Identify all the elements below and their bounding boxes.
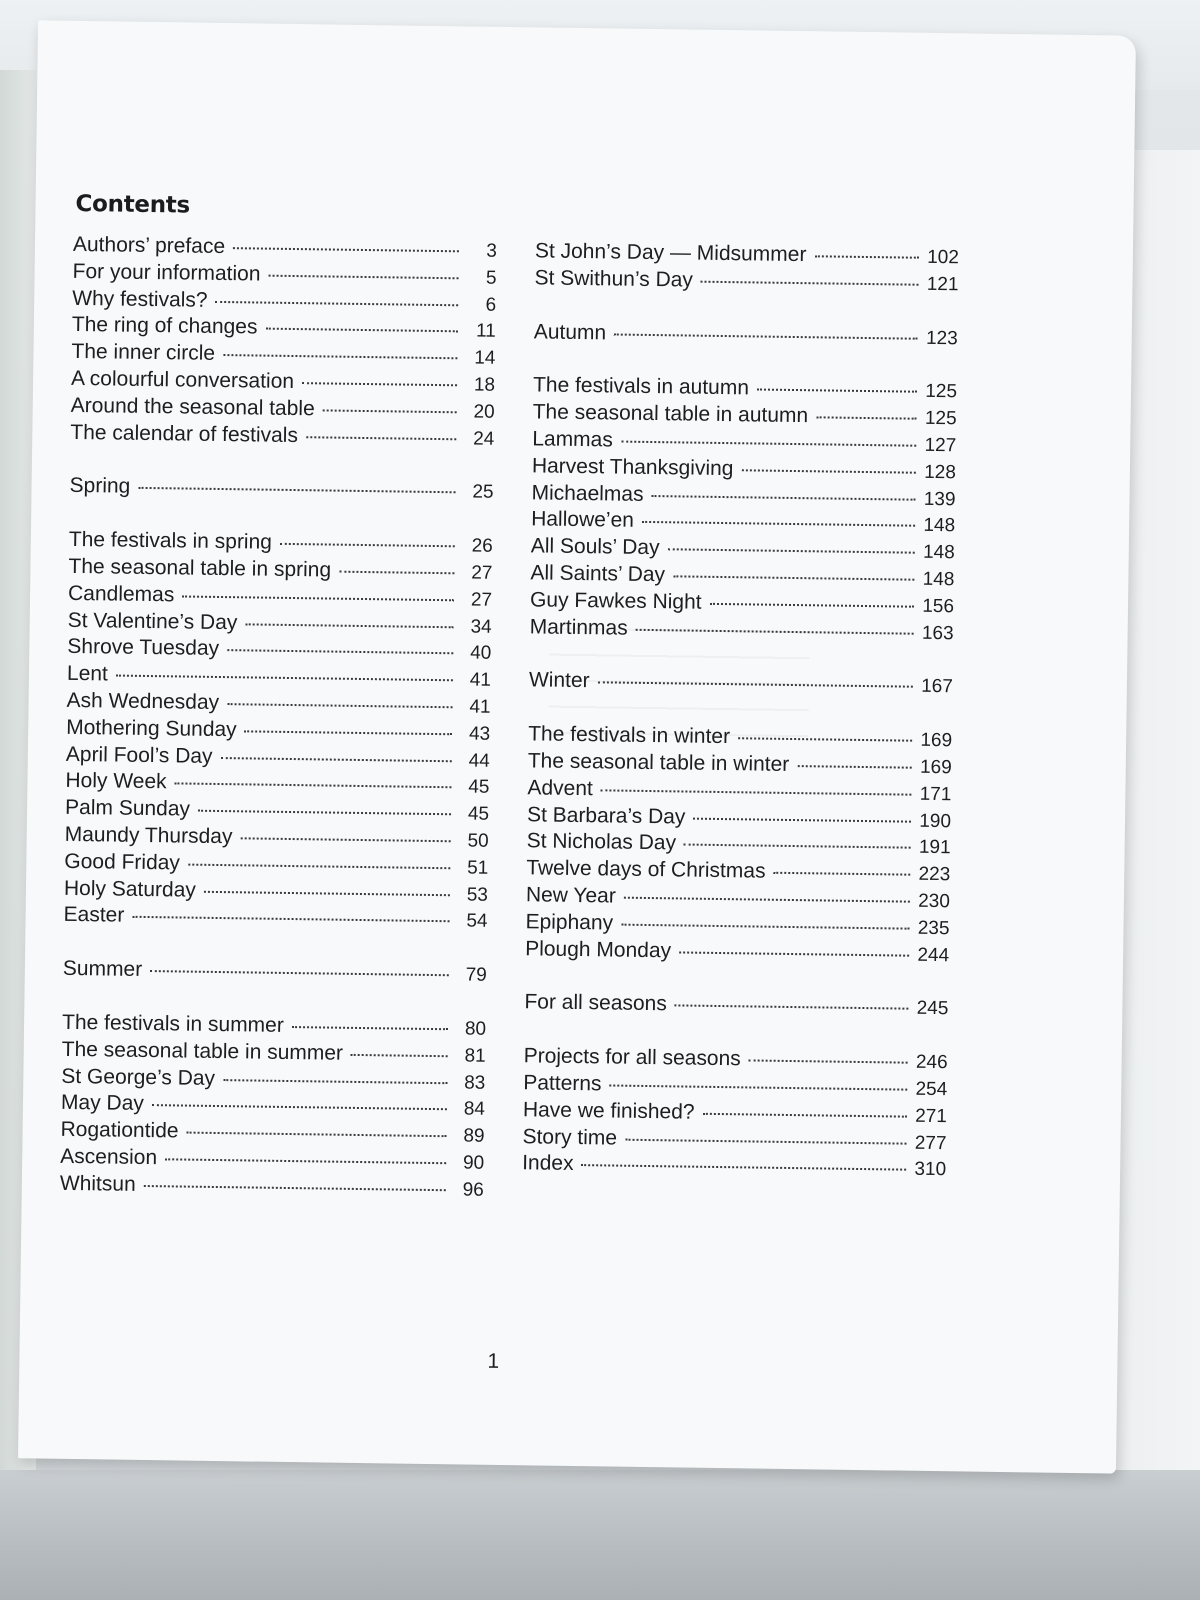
toc-entry-page: 43 xyxy=(468,723,491,745)
toc-entry-title: The seasonal table in winter xyxy=(527,749,790,776)
toc-entry-title: May Day xyxy=(60,1091,144,1116)
toc-entry-title: Martinmas xyxy=(529,614,628,640)
toc-entry-page: 80 xyxy=(464,1018,487,1040)
toc-entry-title: Twelve days of Christmas xyxy=(526,856,766,883)
dot-leader xyxy=(636,628,914,634)
toc-entry-page: 51 xyxy=(467,857,489,879)
toc-entry-title: For your information xyxy=(72,259,261,286)
toc-entry-page: 45 xyxy=(467,803,490,825)
dot-leader xyxy=(614,333,918,339)
toc-entry-page: 191 xyxy=(918,837,951,859)
dot-leader xyxy=(268,274,458,279)
dot-leader xyxy=(186,1132,446,1138)
toc-entry-title: Around the seasonal table xyxy=(70,393,315,421)
toc-entry-page: 139 xyxy=(923,488,956,510)
toc-entry-title: Shrove Tuesday xyxy=(67,635,220,661)
dot-leader xyxy=(227,649,453,654)
toc-entry-page: 83 xyxy=(464,1071,486,1094)
toc-entry xyxy=(63,903,487,936)
toc-entry-page: 6 xyxy=(485,294,497,316)
dot-leader xyxy=(182,595,454,601)
dot-leader xyxy=(621,923,910,929)
toc-entry-page: 125 xyxy=(925,381,958,403)
toc-entry-title: Have we finished? xyxy=(522,1098,695,1124)
toc-entry-page: 79 xyxy=(465,964,487,986)
dot-leader xyxy=(216,301,459,306)
toc-entry-page: 169 xyxy=(919,756,952,779)
dot-leader xyxy=(701,280,919,285)
toc-entry-page: 235 xyxy=(917,917,950,939)
toc-entry-page: 169 xyxy=(920,729,953,752)
toc-entry-page: 148 xyxy=(922,541,955,564)
toc-entry-title: Ash Wednesday xyxy=(66,688,220,714)
dot-leader xyxy=(292,1026,448,1030)
toc-entry-page: 148 xyxy=(923,515,956,537)
dot-leader xyxy=(175,783,452,789)
toc-entry-page: 27 xyxy=(470,589,493,611)
dot-leader xyxy=(220,757,451,762)
toc-left-column xyxy=(60,233,497,1204)
toc-entry xyxy=(522,1152,946,1185)
toc-entry-title: All Saints’ Day xyxy=(530,561,666,587)
toc-entry-page: 127 xyxy=(924,434,957,457)
toc-entry-title: Easter xyxy=(63,903,125,928)
toc-entry-title: The seasonal table in autumn xyxy=(532,400,809,428)
toc-right-column xyxy=(522,239,959,1184)
dot-leader xyxy=(150,970,449,976)
dot-leader xyxy=(652,495,916,501)
toc-entry-page: 245 xyxy=(916,998,949,1020)
toc-entry-title: The seasonal table in spring xyxy=(68,554,332,582)
toc-entry-title: Patterns xyxy=(523,1071,602,1096)
toc-entry-title: New Year xyxy=(525,883,616,908)
toc-entry-title: A colourful conversation xyxy=(70,366,295,393)
toc-entry-page: 25 xyxy=(472,481,494,504)
toc-entry-title: Whitsun xyxy=(59,1171,136,1196)
toc-entry xyxy=(529,615,953,648)
toc-entry-title: The calendar of festivals xyxy=(70,420,299,447)
toc-entry-title: Michaelmas xyxy=(531,480,644,506)
toc-entry-page: 96 xyxy=(462,1179,484,1201)
toc-entry-title: Index xyxy=(522,1151,574,1176)
dot-leader xyxy=(144,1185,446,1191)
toc-entry-page: 271 xyxy=(915,1105,948,1127)
toc-entry-title: All Souls’ Day xyxy=(530,534,660,560)
toc-entry-title: For all seasons xyxy=(524,990,667,1016)
toc-entry-title: The festivals in spring xyxy=(68,528,273,554)
toc-entry-title: The festivals in winter xyxy=(528,722,731,749)
toc-entry-page: 41 xyxy=(469,669,492,691)
toc-entry-page: 230 xyxy=(918,890,951,913)
toc-entry-page: 34 xyxy=(470,616,492,638)
toc-entry-page: 24 xyxy=(473,428,495,450)
dot-leader xyxy=(245,623,453,628)
dot-leader xyxy=(601,789,912,795)
toc-section-entry xyxy=(524,991,948,1024)
toc-entry-title: Authors’ preface xyxy=(72,232,226,259)
dot-leader xyxy=(233,247,459,252)
toc-entry-title: The festivals in autumn xyxy=(532,373,750,400)
toc-section-entry xyxy=(69,474,493,507)
toc-entry-title: Guy Fawkes Night xyxy=(529,588,702,614)
dot-leader xyxy=(582,1164,907,1171)
toc-entry-page: 310 xyxy=(914,1159,947,1181)
toc-section-entry xyxy=(534,320,958,353)
toc-section-entry xyxy=(529,669,953,702)
toc-entry-title: St George’s Day xyxy=(61,1064,216,1090)
toc-entry-title: Lammas xyxy=(532,427,613,452)
toc-entry-page: 20 xyxy=(473,401,495,423)
dot-leader xyxy=(679,951,909,956)
toc-entry-title: Harvest Thanksgiving xyxy=(531,454,734,480)
dot-leader xyxy=(265,328,457,333)
dot-leader xyxy=(693,817,911,822)
dot-leader xyxy=(306,436,456,440)
toc-entry-title: Hallowe’en xyxy=(531,507,635,533)
toc-entry-title: Story time xyxy=(522,1124,618,1150)
dot-leader xyxy=(609,1084,907,1090)
toc-entry-title: Projects for all seasons xyxy=(523,1044,741,1071)
toc-entry-title: St John’s Day — Midsummer xyxy=(534,239,807,267)
dot-leader xyxy=(302,382,457,386)
dot-leader xyxy=(223,1079,447,1084)
toc-entry-page: 223 xyxy=(918,863,951,886)
dot-leader xyxy=(642,521,916,527)
dot-leader xyxy=(227,703,452,708)
dot-leader xyxy=(675,1005,909,1010)
page-title: Contents xyxy=(75,190,191,219)
dot-leader xyxy=(132,916,449,922)
toc-entry xyxy=(70,420,494,453)
toc-entry-title: St Swithun’s Day xyxy=(534,266,694,292)
dot-leader xyxy=(738,737,912,741)
toc-entry-page: 148 xyxy=(922,568,955,591)
toc-entry-page: 254 xyxy=(915,1078,948,1101)
toc-entry-title: Palm Sunday xyxy=(64,796,191,821)
toc-entry-title: The festivals in summer xyxy=(61,1010,284,1037)
dot-leader xyxy=(741,469,916,473)
toc-entry-title: Plough Monday xyxy=(525,936,672,962)
toc-entry-page: 171 xyxy=(919,783,952,805)
toc-entry-page: 11 xyxy=(475,320,496,343)
toc-entry-page: 45 xyxy=(468,776,490,799)
dot-leader xyxy=(165,1158,446,1164)
dot-leader xyxy=(223,354,457,359)
toc-entry-page: 125 xyxy=(924,408,957,430)
dot-leader xyxy=(624,897,910,903)
toc-entry-title: Good Friday xyxy=(64,849,181,875)
dot-leader xyxy=(684,844,911,849)
dot-leader xyxy=(280,543,455,547)
toc-entry-title: Maundy Thursday xyxy=(64,822,233,849)
toc-entry-page: 84 xyxy=(463,1098,486,1121)
toc-entry-page: 50 xyxy=(467,830,489,852)
toc-entry-page: 128 xyxy=(924,461,957,484)
toc-entry-page: 40 xyxy=(470,642,492,665)
dot-leader xyxy=(625,1138,907,1144)
toc-entry-page: 41 xyxy=(469,696,491,718)
toc-entry-title: Advent xyxy=(527,776,593,800)
toc-entry-page: 244 xyxy=(917,944,950,966)
dot-leader xyxy=(621,441,917,447)
dot-leader xyxy=(198,810,451,816)
toc-entry-title: St Valentine’s Day xyxy=(67,608,238,634)
page-number: 1 xyxy=(487,1349,500,1373)
toc-entry-page: 102 xyxy=(927,246,960,269)
dot-leader xyxy=(668,548,916,553)
toc-entry-title: Autumn xyxy=(533,319,607,344)
dot-leader xyxy=(814,255,919,258)
toc-entry-page: 121 xyxy=(926,273,959,296)
dot-leader xyxy=(702,1113,907,1118)
dot-leader xyxy=(138,487,455,493)
book-page xyxy=(18,20,1136,1473)
dot-leader xyxy=(773,872,910,876)
toc-entry xyxy=(60,1172,484,1205)
toc-entry-title: The seasonal table in summer xyxy=(61,1037,344,1065)
toc-entry-page: 277 xyxy=(914,1132,947,1154)
toc-entry-page: 14 xyxy=(474,347,496,370)
toc-entry-title: St Nicholas Day xyxy=(526,829,677,855)
toc-entry-page: 26 xyxy=(471,535,493,557)
toc-entry-title: St Barbara’s Day xyxy=(526,802,686,829)
dot-leader xyxy=(204,890,450,895)
toc-entry-title: Epiphany xyxy=(525,910,614,935)
toc-section-entry xyxy=(63,957,487,990)
dot-leader xyxy=(710,603,915,608)
dot-leader xyxy=(152,1104,447,1110)
dot-leader xyxy=(797,765,912,769)
toc-entry-page: 156 xyxy=(922,595,955,618)
toc-entry-title: The inner circle xyxy=(71,340,216,366)
toc-entry-title: Ascension xyxy=(60,1144,158,1170)
toc-entry-page: 54 xyxy=(466,910,488,933)
photo-background-bottom xyxy=(0,1470,1200,1600)
toc-entry-page: 163 xyxy=(921,622,954,644)
toc-entry-title: Summer xyxy=(62,956,143,982)
toc-entry-page: 18 xyxy=(473,374,496,396)
toc-entry-page: 81 xyxy=(464,1045,486,1067)
toc-entry-page: 123 xyxy=(925,327,958,349)
dot-leader xyxy=(749,1060,908,1064)
toc-entry-page: 190 xyxy=(919,810,952,832)
dot-leader xyxy=(323,409,457,413)
toc-entry-page: 27 xyxy=(471,562,493,584)
toc-entry-page: 44 xyxy=(468,750,490,772)
toc-entry-page: 89 xyxy=(463,1125,485,1147)
toc-entry-title: Why festivals? xyxy=(72,286,208,312)
toc-entry-title: April Fool’s Day xyxy=(65,742,213,768)
dot-leader xyxy=(116,675,453,682)
dot-leader xyxy=(757,389,917,393)
dot-leader xyxy=(673,575,915,580)
toc-entry-title: Holy Week xyxy=(65,769,167,794)
toc-entry-title: Spring xyxy=(69,474,131,499)
dot-leader xyxy=(339,571,454,575)
toc-entry-title: The ring of changes xyxy=(71,313,258,339)
toc-entry-title: Winter xyxy=(528,668,590,693)
dot-leader xyxy=(188,863,450,869)
toc-entry-title: Lent xyxy=(66,662,109,686)
toc-entry-page: 53 xyxy=(466,884,489,906)
dot-leader xyxy=(351,1054,448,1057)
dot-leader xyxy=(598,682,914,688)
toc-entry-title: Mothering Sunday xyxy=(66,715,237,741)
dot-leader xyxy=(240,837,450,842)
toc-entry-page: 5 xyxy=(485,267,497,289)
toc-entry xyxy=(534,266,958,299)
toc-entry-page: 90 xyxy=(462,1152,485,1174)
toc-entry-title: Rogationtide xyxy=(60,1117,179,1143)
dot-leader xyxy=(816,416,917,419)
toc-entry-page: 246 xyxy=(915,1051,948,1074)
toc-entry-page: 167 xyxy=(921,676,954,698)
toc-entry-title: Holy Saturday xyxy=(63,876,197,902)
toc-entry-page: 3 xyxy=(486,240,498,262)
dot-leader xyxy=(245,730,453,735)
toc-entry xyxy=(525,937,949,970)
toc-entry-title: Candlemas xyxy=(67,581,175,607)
